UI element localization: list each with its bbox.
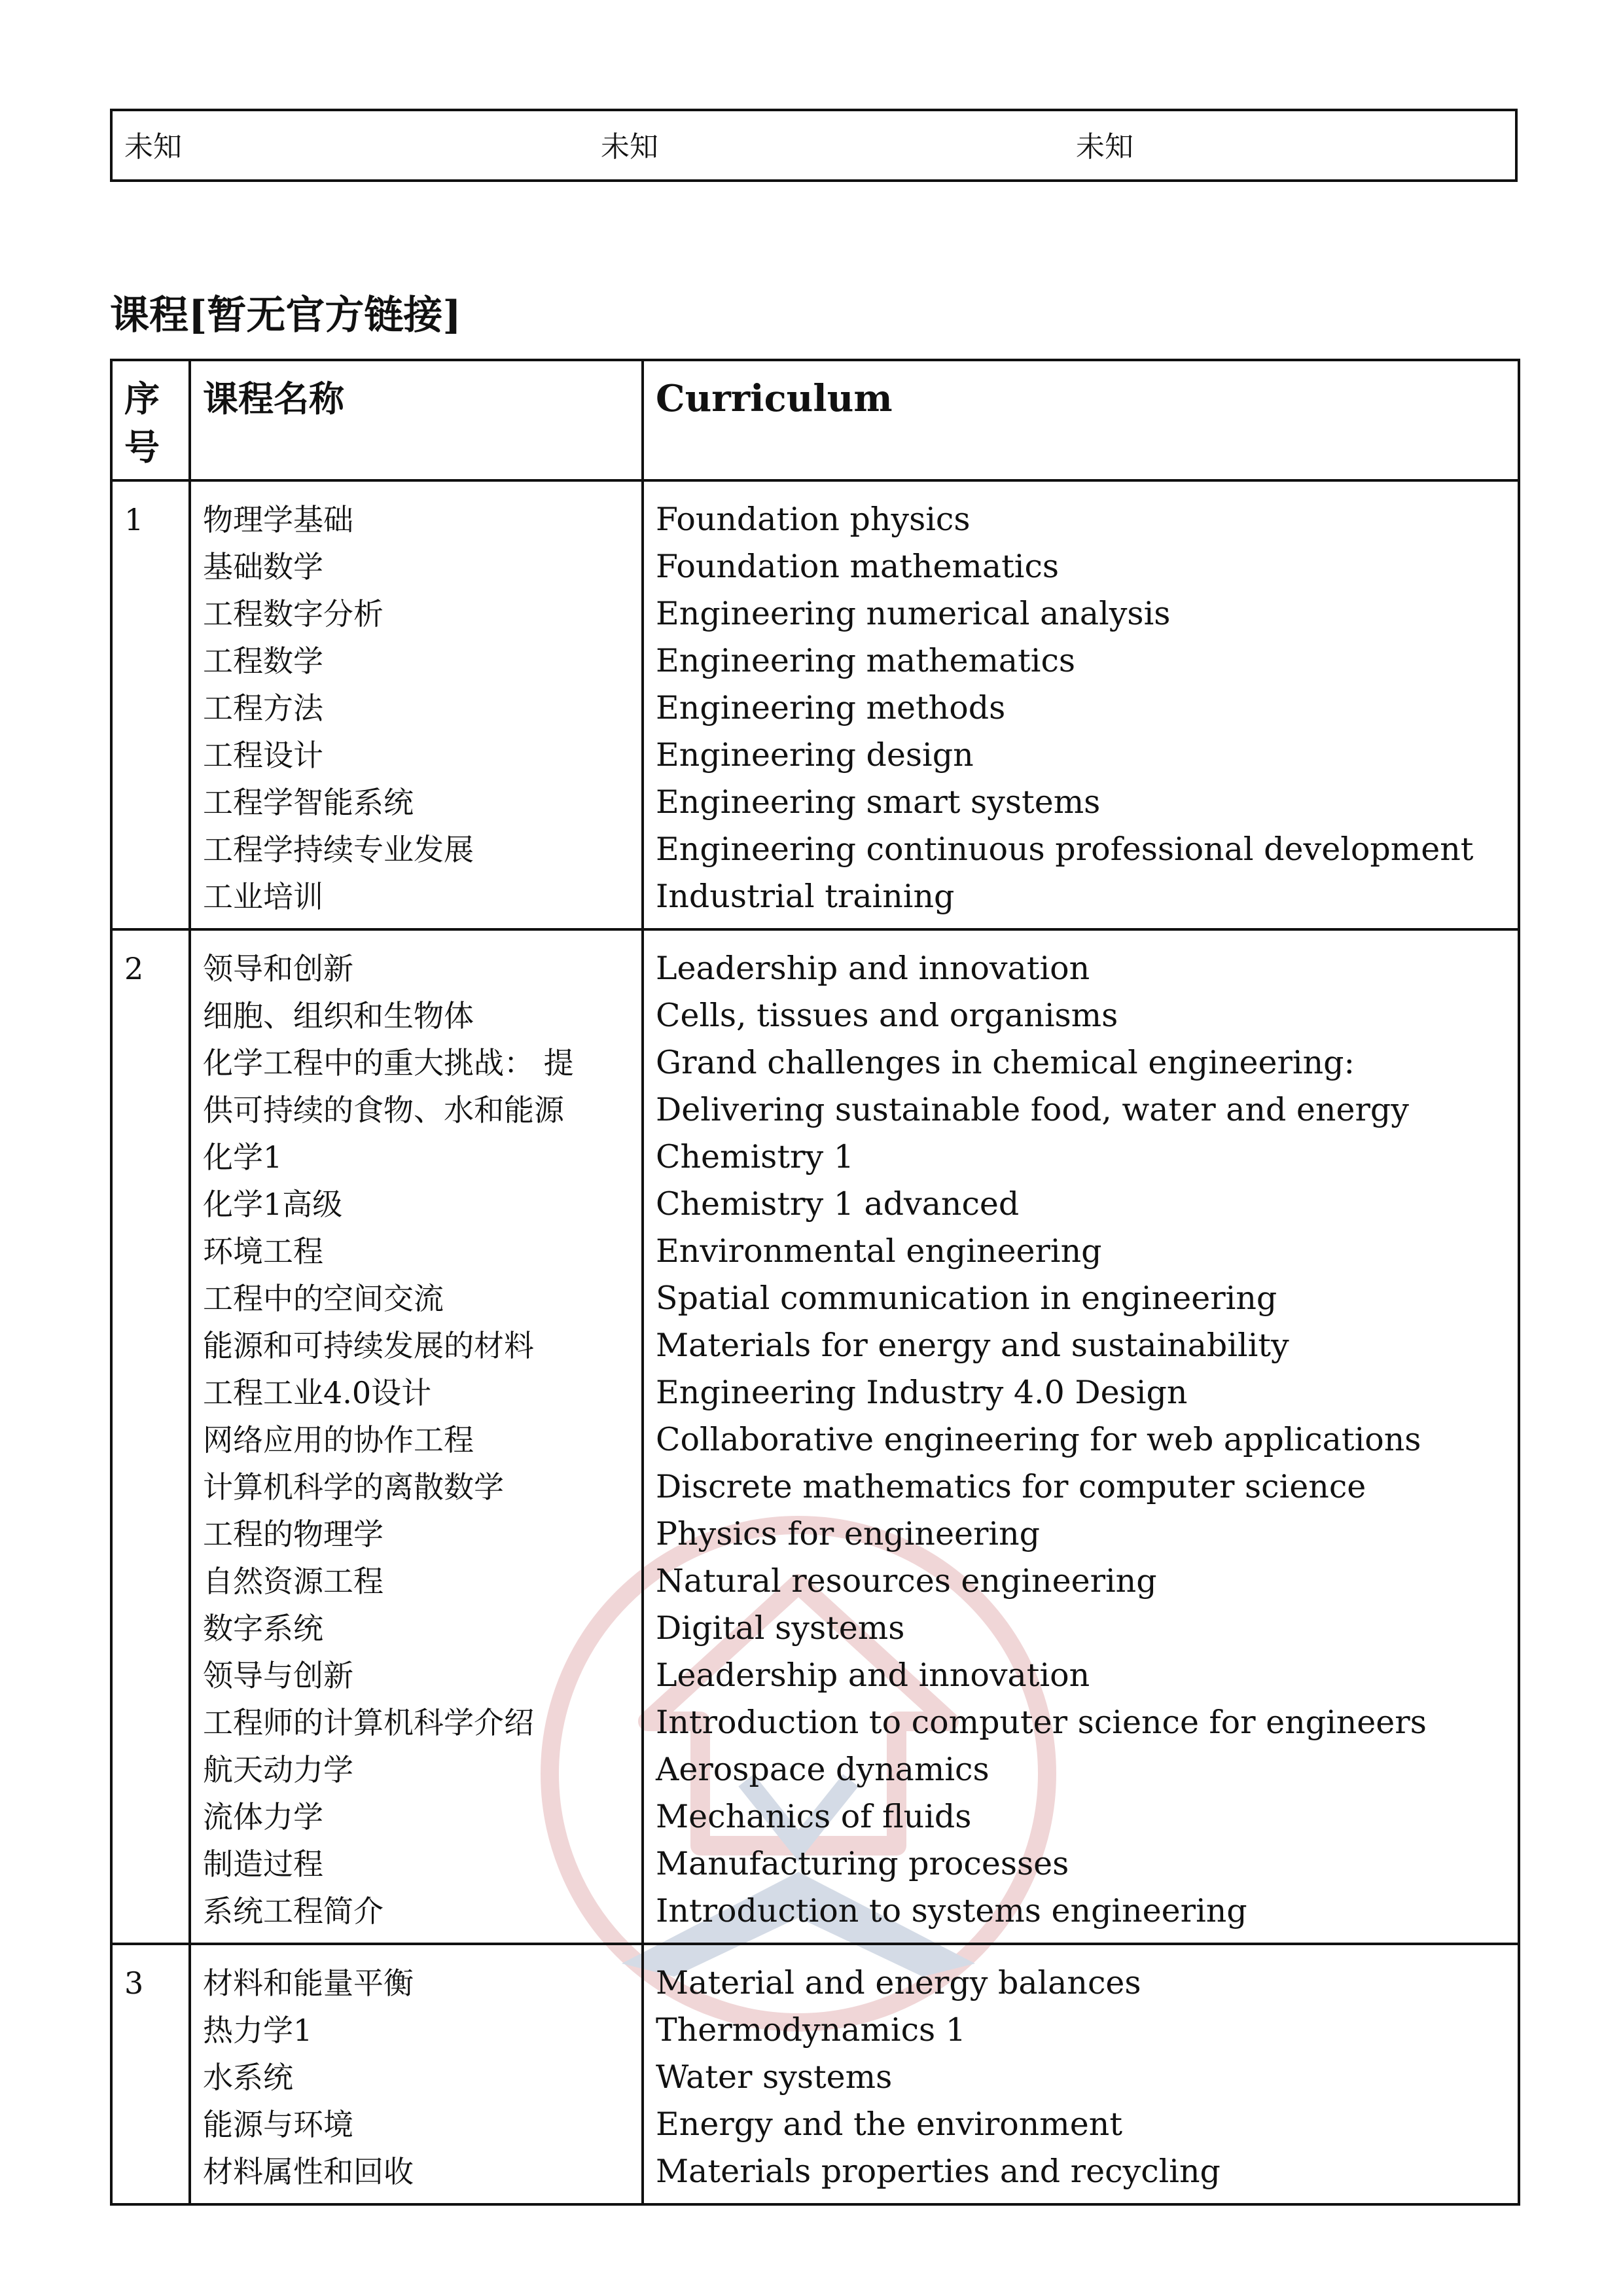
curriculum-en: Engineering smart systems: [656, 783, 1101, 821]
table-header-row: [111, 360, 1519, 480]
course-name-cn: 工程的物理学: [203, 1516, 383, 1552]
curriculum-en: Environmental engineering: [656, 1232, 1102, 1270]
course-name-cn: 化学1高级: [203, 1187, 343, 1222]
course-name-cn: 材料属性和回收: [203, 2154, 414, 2189]
course-name-cn: 材料和能量平衡: [203, 1965, 414, 2001]
curriculum-cell: [643, 1944, 1519, 2204]
header-index: 序号: [111, 360, 190, 480]
curriculum-en: Leadership and innovation: [656, 950, 1090, 987]
curriculum-en: Physics for engineering: [656, 1515, 1040, 1552]
course-name-cn: 领导和创新: [203, 951, 353, 986]
course-name-cn: 工程数学: [203, 643, 323, 679]
course-name-cn: 供可持续的食物、水和能源: [203, 1092, 564, 1128]
table-row: [111, 929, 1519, 1944]
curriculum-en: Mechanics of fluids: [656, 1798, 972, 1835]
course-name-cn: 物理学基础: [203, 502, 353, 537]
curriculum-en: Digital systems: [656, 1609, 905, 1647]
curriculum-en: Cells, tissues and organisms: [656, 997, 1118, 1034]
course-name-cn: 化学1: [203, 1139, 283, 1175]
course-name-cn: 能源与环境: [203, 2107, 353, 2142]
course-name-cn: 自然资源工程: [203, 1564, 383, 1599]
curriculum-en: Spatial communication in engineering: [656, 1280, 1277, 1317]
header-course-name: 课程名称: [190, 360, 643, 480]
header-curriculum: Curriculum: [643, 360, 1519, 480]
top-cell-3: 未知: [1076, 130, 1133, 164]
course-name-cn: 细胞、组织和生物体: [203, 998, 474, 1033]
curriculum-en: Aerospace dynamics: [656, 1751, 990, 1788]
curriculum-en: Introduction to systems engineering: [656, 1892, 1247, 1929]
course-name-cn: 制造过程: [203, 1846, 323, 1882]
curriculum-cell: [643, 929, 1519, 1944]
curriculum-en: Materials for energy and sustainability: [656, 1327, 1289, 1364]
course-name-cn: 工程师的计算机科学介绍: [203, 1705, 534, 1740]
curriculum-en: Grand challenges in chemical engineering:: [656, 1044, 1355, 1081]
curriculum-en: Industrial training: [656, 878, 955, 915]
course-name-cn: 工程工业4.0设计: [203, 1375, 432, 1410]
course-name-cn: 数字系统: [203, 1611, 323, 1646]
curriculum-en: Engineering mathematics: [656, 642, 1076, 679]
row-index: 2: [111, 929, 190, 1944]
top-info-row: [110, 109, 1518, 182]
curriculum-en: Collaborative engineering for web applications: [656, 1421, 1421, 1458]
course-name-cell: [190, 480, 643, 929]
curriculum-en: Materials properties and recycling: [656, 2153, 1221, 2190]
section-title: 课程[暂无官方链接]: [110, 293, 461, 338]
row-index: 1: [111, 480, 190, 929]
curriculum-en: Engineering methods: [656, 689, 1006, 726]
course-name-cn: 计算机科学的离散数学: [203, 1469, 504, 1505]
course-name-cn: 工程学智能系统: [203, 785, 414, 820]
curriculum-en: Leadership and innovation: [656, 1657, 1090, 1694]
course-name-cn: 工业培训: [203, 879, 323, 914]
course-name-cn: 能源和可持续发展的材料: [203, 1328, 534, 1363]
curriculum-en: Engineering Industry 4.0 Design: [656, 1374, 1188, 1411]
course-name-cn: 工程学持续专业发展: [203, 832, 474, 867]
curriculum-en: Introduction to computer science for engineers: [656, 1704, 1427, 1741]
course-name-cn: 领导与创新: [203, 1658, 353, 1693]
curriculum-en: Water systems: [656, 2058, 893, 2096]
curriculum-en: Thermodynamics 1: [656, 2011, 966, 2049]
course-name-cn: 水系统: [203, 2060, 293, 2095]
course-name-cn: 热力学1: [203, 2013, 313, 2048]
curriculum-en: Engineering design: [656, 736, 974, 774]
row-index: 3: [111, 1944, 190, 2204]
curriculum-en: Energy and the environment: [656, 2106, 1123, 2143]
curriculum-en: Manufacturing processes: [656, 1845, 1069, 1882]
curriculum-en: Chemistry 1: [656, 1138, 854, 1175]
course-name-cn: 工程设计: [203, 738, 323, 773]
course-name-cn: 工程数字分析: [203, 596, 383, 632]
top-cell-1: 未知: [124, 130, 182, 164]
course-name-cn: 网络应用的协作工程: [203, 1422, 474, 1458]
curriculum-en: Natural resources engineering: [656, 1562, 1157, 1600]
curriculum-en: Engineering continuous professional development: [656, 831, 1474, 868]
curriculum-en: Foundation mathematics: [656, 548, 1060, 585]
course-name-cn: 工程中的空间交流: [203, 1281, 444, 1316]
curriculum-en: Engineering numerical analysis: [656, 595, 1171, 632]
table-row: [111, 480, 1519, 929]
course-name-cn: 化学工程中的重大挑战： 提: [203, 1045, 574, 1081]
table-row: [111, 1944, 1519, 2204]
course-name-cn: 系统工程简介: [203, 1893, 383, 1929]
curriculum-en: Discrete mathematics for computer science: [656, 1468, 1366, 1505]
course-name-cn: 基础数学: [203, 549, 323, 584]
top-cell-2: 未知: [601, 130, 658, 164]
course-name-cn: 环境工程: [203, 1234, 323, 1269]
curriculum-en: Delivering sustainable food, water and energy: [656, 1091, 1409, 1128]
course-name-cn: 航天动力学: [203, 1752, 353, 1787]
course-name-cell: [190, 929, 643, 1944]
curriculum-en: Chemistry 1 advanced: [656, 1185, 1020, 1223]
course-name-cn: 工程方法: [203, 691, 323, 726]
curriculum-table: [110, 359, 1520, 2206]
curriculum-en: Material and energy balances: [656, 1964, 1141, 2001]
curriculum-cell: [643, 480, 1519, 929]
course-name-cn: 流体力学: [203, 1799, 323, 1835]
course-name-cell: [190, 1944, 643, 2204]
curriculum-en: Foundation physics: [656, 501, 971, 538]
